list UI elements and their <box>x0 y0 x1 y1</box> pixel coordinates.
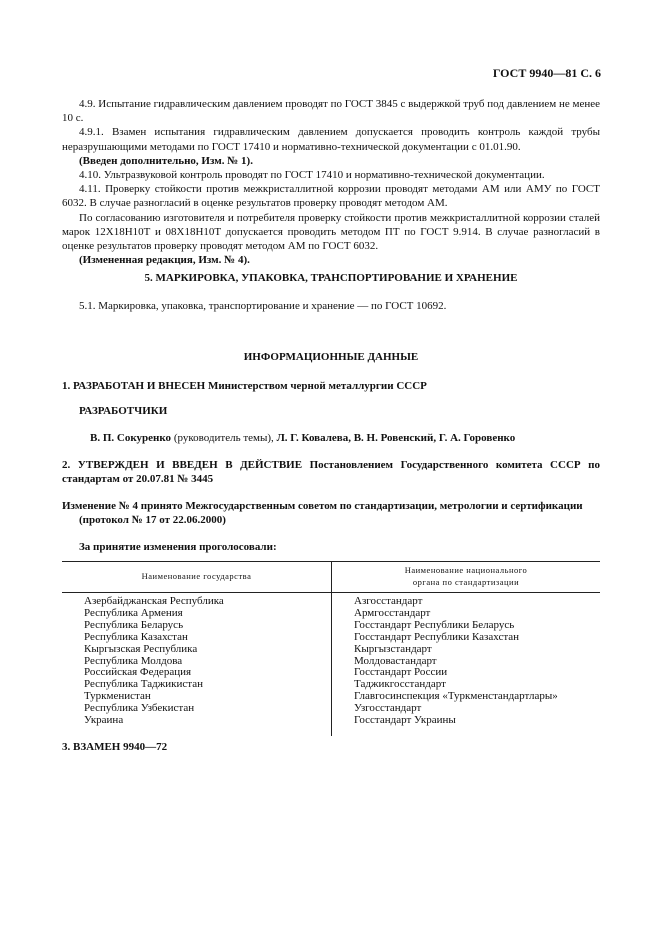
page-header: ГОСТ 9940—81 С. 6 <box>492 66 601 80</box>
table-cell-state: Республика Молдова <box>84 654 183 667</box>
section-5-title: 5. МАРКИРОВКА, УПАКОВКА, ТРАНСПОРТИРОВАНИЕ И ХРАНЕНИЕ <box>144 272 518 284</box>
table-col-bodies <box>354 596 558 727</box>
table-cell-state: Республика Узбекистан <box>84 702 195 715</box>
clause-agreement: По согласованию изготовителя и потребителя проверку стойкости против межкристаллитной коррозии сталей марок 12Х18Н10Т и 08Х18Н10Т допускается проводить методом ПТ по ГОСТ 9.914. В случае разногласий в оценке результатов проверку проводят методом АМ по ГОСТ 6032. <box>62 211 600 253</box>
voted-title: За принятие изменения проголосовали: <box>79 541 277 553</box>
table-cell-body: Госстандарт России <box>354 666 448 679</box>
info-item-1: 1. РАЗРАБОТАН И ВНЕСЕН Министерством черной металлургии СССР <box>62 380 427 392</box>
clause-4-9: 4.9. Испытание гидравлическим давлением проводят по ГОСТ 3845 с выдержкой труб под давлением не менее 10 с. <box>62 98 600 125</box>
table-header-body-line-1: Наименование национального <box>404 565 528 575</box>
change-4-line-1: Изменение № 4 принято Межгосударственным советом по стандартизации, метрологии и сертификации <box>62 500 583 512</box>
table-cell-body: Главгосинспекция «Туркменстандартлары» <box>354 690 558 703</box>
amendment-note-4: (Измененная редакция, Изм. № 4). <box>79 254 250 267</box>
table-cell-state: Республика Армения <box>84 606 183 619</box>
info-data-title: ИНФОРМАЦИОННЫЕ ДАННЫЕ <box>243 351 419 363</box>
table-cell-state: Украина <box>84 714 124 727</box>
table-header-body-line-2: органа по стандартизации <box>412 577 520 587</box>
clause-4-11: 4.11. Проверку стойкости против межкристаллитной коррозии проводят методами АМ или АМУ по ГОСТ 6032. В случае разногласий в оценке результатов проверку проводят методом АМ. <box>62 183 600 210</box>
clause-5-1: 5.1. Маркировка, упаковка, транспортирование и хранение — по ГОСТ 10692. <box>79 300 447 312</box>
table-header-state: Наименование государства <box>141 571 252 581</box>
developers-list <box>90 432 515 444</box>
change-4-note <box>62 499 600 527</box>
developer-lead-role: (руководитель темы), <box>171 432 277 444</box>
table-cell-state: Республика Беларусь <box>84 618 184 631</box>
clause-4-9-1: 4.9.1. Взамен испытания гидравлическим давлением допускается проводить контроль каждой трубы неразрушающими методами по ГОСТ 17410 и нормативно-технической документации с 01.01.90. <box>62 126 600 153</box>
developer-lead: В. П. Сокуренко <box>90 432 172 444</box>
table-cell-state: Республика Казахстан <box>84 630 188 643</box>
table-cell-state: Российская Федерация <box>84 666 192 679</box>
developer-others: Л. Г. Ковалева, В. Н. Ровенский, Г. А. Горовенко <box>276 432 516 444</box>
clause-4-10: 4.10. Ультразвуковой контроль проводят по ГОСТ 17410 и нормативно-технической документации. <box>79 169 545 182</box>
clauses-block <box>62 97 600 267</box>
table-cell-body: Таджикгосстандарт <box>354 678 446 691</box>
amendment-note-1: (Введен дополнительно, Изм. № 1). <box>79 154 253 167</box>
table-cell-body: Армгосстандарт <box>354 606 431 619</box>
table-cell-body: Азгосстандарт <box>354 595 423 607</box>
info-item-3: 3. ВЗАМЕН 9940—72 <box>62 741 168 753</box>
change-4-line-2: (протокол № 17 от 22.06.2000) <box>79 514 226 526</box>
table-cell-state: Азербайджанская Республика <box>84 595 224 607</box>
table-header-body <box>332 564 600 588</box>
table-col-states <box>84 596 224 727</box>
table-cell-body: Госстандарт Украины <box>354 714 456 727</box>
table-cell-body: Кыргызстандарт <box>354 642 432 655</box>
info-item-2: 2. УТВЕРЖДЕН И ВВЕДЕН В ДЕЙСТВИЕ Постановлением Государственного комитета СССР по стандартам от 20.07.81 № 3445 <box>62 459 600 485</box>
table-cell-body: Госстандарт Республики Беларусь <box>354 618 515 631</box>
voting-table <box>62 561 600 736</box>
table-cell-state: Республика Таджикистан <box>84 678 203 691</box>
developers-title: РАЗРАБОТЧИКИ <box>79 405 168 417</box>
table-cell-body: Молдовастандарт <box>354 654 437 667</box>
table-cell-body: Госстандарт Республики Казахстан <box>354 630 520 643</box>
table-cell-body: Узгосстандарт <box>354 702 422 715</box>
table-cell-state: Туркменистан <box>84 690 151 703</box>
table-cell-state: Кыргызская Республика <box>84 642 198 655</box>
